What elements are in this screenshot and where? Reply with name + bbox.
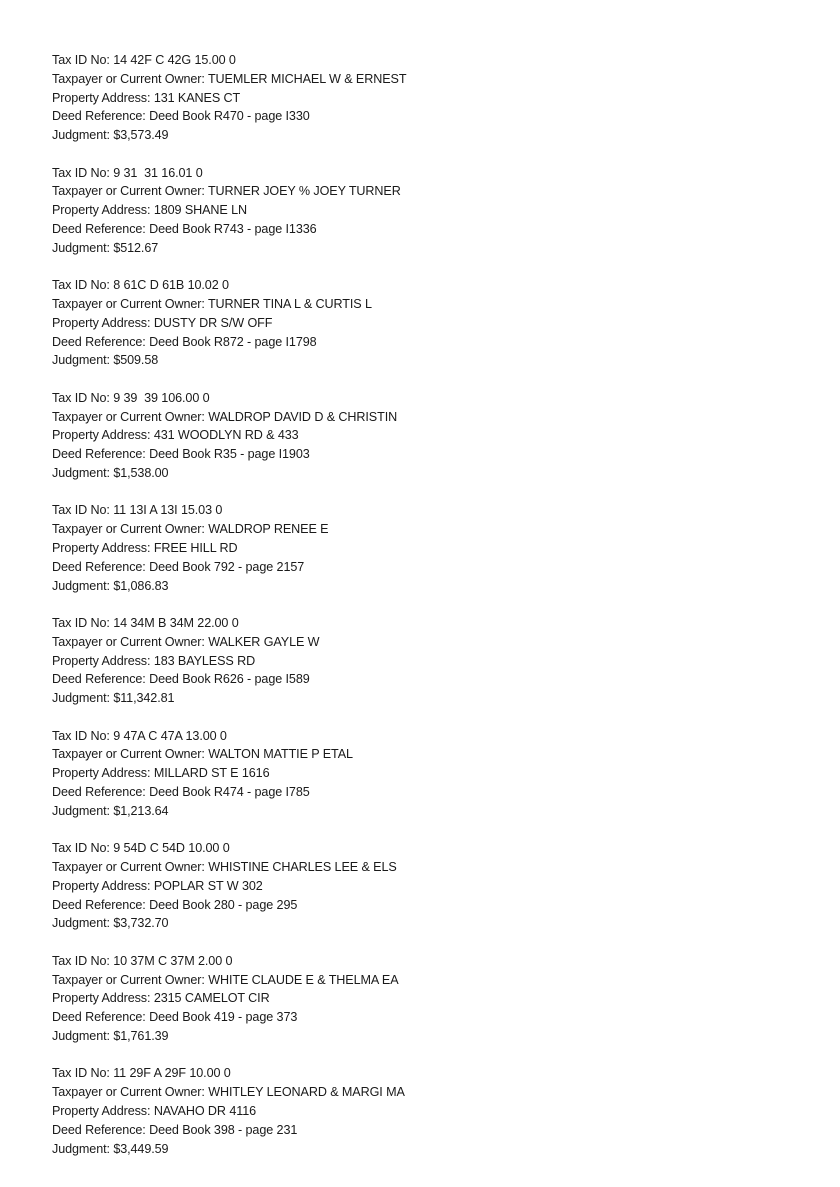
address-label: Property Address: bbox=[52, 540, 154, 555]
deed-line bbox=[52, 1008, 812, 1027]
address-line bbox=[52, 652, 812, 671]
judgment-value: $3,449.59 bbox=[113, 1141, 169, 1156]
address-value: MILLARD ST E 1616 bbox=[153, 766, 270, 781]
tax-id-line bbox=[52, 164, 812, 183]
judgment-label: Judgment: bbox=[52, 465, 114, 480]
owner-value: WHITLEY LEONARD & MARGI MA bbox=[208, 1085, 405, 1100]
address-label: Property Address: bbox=[52, 90, 154, 105]
address-value: POPLAR ST W 302 bbox=[153, 878, 263, 893]
tax-record bbox=[52, 839, 812, 952]
tax-id-label: Tax ID No: bbox=[52, 53, 114, 67]
deed-label: Deed Reference: bbox=[52, 221, 150, 236]
deed-value: Deed Book 792 - page 2157 bbox=[149, 559, 305, 574]
deed-line bbox=[52, 783, 812, 802]
tax-record bbox=[52, 501, 812, 614]
judgment-value: $1,761.39 bbox=[113, 1028, 169, 1043]
judgment-value: $1,213.64 bbox=[113, 803, 169, 818]
tax-id-label: Tax ID No: bbox=[52, 165, 114, 180]
tax-id-value: 9 31 31 16.01 0 bbox=[113, 165, 203, 180]
owner-line bbox=[52, 745, 812, 764]
tax-record bbox=[52, 727, 812, 840]
address-line bbox=[52, 89, 812, 108]
judgment-value: $3,573.49 bbox=[113, 128, 169, 143]
address-value: FREE HILL RD bbox=[153, 540, 238, 555]
document-page bbox=[52, 51, 812, 1177]
tax-id-label: Tax ID No: bbox=[52, 1066, 114, 1081]
judgment-label: Judgment: bbox=[52, 578, 114, 593]
deed-value: Deed Book R470 - page I330 bbox=[149, 109, 310, 124]
owner-line bbox=[52, 633, 812, 652]
judgment-value: $1,086.83 bbox=[113, 578, 169, 593]
tax-id-value: 10 37M C 37M 2.00 0 bbox=[113, 953, 233, 968]
judgment-line bbox=[52, 126, 812, 145]
owner-label: Taxpayer or Current Owner: bbox=[52, 859, 209, 874]
judgment-label: Judgment: bbox=[52, 240, 114, 255]
judgment-line bbox=[52, 464, 812, 483]
address-value: 431 WOODLYN RD & 433 bbox=[153, 428, 299, 443]
address-value: 2315 CAMELOT CIR bbox=[153, 991, 270, 1006]
address-line bbox=[52, 877, 812, 896]
judgment-line bbox=[52, 689, 812, 708]
address-line bbox=[52, 539, 812, 558]
owner-value: WALDROP RENEE E bbox=[208, 522, 329, 537]
owner-line bbox=[52, 408, 812, 427]
address-label: Property Address: bbox=[52, 653, 154, 668]
judgment-line bbox=[52, 351, 812, 370]
tax-record bbox=[52, 276, 812, 389]
deed-label: Deed Reference: bbox=[52, 1122, 150, 1137]
tax-id-value: 9 54D C 54D 10.00 0 bbox=[113, 841, 230, 856]
judgment-label: Judgment: bbox=[52, 353, 114, 368]
owner-value: WHITE CLAUDE E & THELMA EA bbox=[208, 972, 399, 987]
owner-line bbox=[52, 858, 812, 877]
tax-id-label: Tax ID No: bbox=[52, 615, 114, 630]
tax-id-line bbox=[52, 501, 812, 520]
owner-line bbox=[52, 520, 812, 539]
owner-value: WALKER GAYLE W bbox=[208, 634, 320, 649]
address-line bbox=[52, 989, 812, 1008]
deed-line bbox=[52, 670, 812, 689]
tax-id-line bbox=[52, 276, 812, 295]
owner-value: TURNER JOEY % JOEY TURNER bbox=[207, 184, 401, 199]
deed-line bbox=[52, 220, 812, 239]
judgment-label: Judgment: bbox=[52, 1028, 114, 1043]
judgment-label: Judgment: bbox=[52, 691, 114, 706]
tax-id-value: 11 13I A 13I 15.03 0 bbox=[113, 503, 223, 518]
owner-value: WALTON MATTIE P ETAL bbox=[208, 747, 353, 762]
deed-label: Deed Reference: bbox=[52, 897, 150, 912]
deed-label: Deed Reference: bbox=[52, 109, 150, 124]
deed-line bbox=[52, 558, 812, 577]
judgment-line bbox=[52, 1140, 812, 1159]
address-label: Property Address: bbox=[52, 315, 154, 330]
tax-id-value: 14 34M B 34M 22.00 0 bbox=[113, 615, 239, 630]
tax-id-label: Tax ID No: bbox=[52, 728, 114, 743]
owner-line bbox=[52, 971, 812, 990]
address-line bbox=[52, 764, 812, 783]
tax-id-value: 9 47A C 47A 13.00 0 bbox=[113, 728, 227, 743]
owner-label: Taxpayer or Current Owner: bbox=[52, 409, 209, 424]
tax-id-label: Tax ID No: bbox=[52, 278, 114, 293]
address-value: 183 BAYLESS RD bbox=[153, 653, 256, 668]
tax-record bbox=[52, 51, 812, 164]
address-value: 131 KANES CT bbox=[153, 90, 241, 105]
owner-line bbox=[52, 70, 812, 89]
deed-value: Deed Book R743 - page I1336 bbox=[149, 221, 317, 236]
tax-id-label: Tax ID No: bbox=[52, 841, 114, 856]
tax-id-value: 11 29F A 29F 10.00 0 bbox=[113, 1066, 231, 1081]
deed-label: Deed Reference: bbox=[52, 559, 150, 574]
owner-value: TURNER TINA L & CURTIS L bbox=[207, 296, 372, 311]
owner-label: Taxpayer or Current Owner: bbox=[52, 522, 209, 537]
owner-line bbox=[52, 295, 812, 314]
deed-line bbox=[52, 107, 812, 126]
deed-value: Deed Book R474 - page I785 bbox=[149, 784, 310, 799]
tax-id-line bbox=[52, 839, 812, 858]
tax-id-value: 14 42F C 42G 15.00 0 bbox=[113, 53, 236, 67]
judgment-value: $512.67 bbox=[113, 240, 159, 255]
owner-label: Taxpayer or Current Owner: bbox=[52, 634, 209, 649]
deed-label: Deed Reference: bbox=[52, 784, 150, 799]
deed-line bbox=[52, 445, 812, 464]
tax-record bbox=[52, 164, 812, 277]
judgment-label: Judgment: bbox=[52, 1141, 114, 1156]
tax-id-value: 8 61C D 61B 10.02 0 bbox=[113, 278, 229, 293]
judgment-value: $3,732.70 bbox=[113, 916, 169, 931]
deed-value: Deed Book 419 - page 373 bbox=[149, 1010, 298, 1025]
judgment-label: Judgment: bbox=[52, 128, 114, 143]
tax-record bbox=[52, 1064, 812, 1177]
tax-id-label: Tax ID No: bbox=[52, 503, 114, 518]
deed-label: Deed Reference: bbox=[52, 1010, 150, 1025]
tax-id-label: Tax ID No: bbox=[52, 390, 114, 405]
address-line bbox=[52, 426, 812, 445]
tax-id-line bbox=[52, 727, 812, 746]
deed-value: Deed Book 398 - page 231 bbox=[149, 1122, 298, 1137]
address-label: Property Address: bbox=[52, 203, 154, 218]
tax-id-line bbox=[52, 1064, 812, 1083]
tax-record bbox=[52, 389, 812, 502]
deed-label: Deed Reference: bbox=[52, 447, 150, 462]
owner-value: WHISTINE CHARLES LEE & ELS bbox=[208, 859, 397, 874]
owner-label: Taxpayer or Current Owner: bbox=[52, 71, 208, 86]
tax-id-line bbox=[52, 389, 812, 408]
judgment-line bbox=[52, 577, 812, 596]
tax-record bbox=[52, 614, 812, 727]
address-line bbox=[52, 314, 812, 333]
judgment-line bbox=[52, 239, 812, 258]
judgment-label: Judgment: bbox=[52, 803, 114, 818]
deed-label: Deed Reference: bbox=[52, 672, 150, 687]
deed-label: Deed Reference: bbox=[52, 334, 150, 349]
tax-record bbox=[52, 952, 812, 1065]
address-value: NAVAHO DR 4116 bbox=[153, 1103, 256, 1118]
tax-id-label: Tax ID No: bbox=[52, 953, 114, 968]
tax-id-value: 9 39 39 106.00 0 bbox=[113, 390, 210, 405]
judgment-value: $509.58 bbox=[113, 353, 159, 368]
deed-value: Deed Book R872 - page I1798 bbox=[149, 334, 317, 349]
judgment-label: Judgment: bbox=[52, 916, 114, 931]
tax-id-line bbox=[52, 614, 812, 633]
address-value: DUSTY DR S/W OFF bbox=[153, 315, 273, 330]
owner-label: Taxpayer or Current Owner: bbox=[52, 747, 209, 762]
address-label: Property Address: bbox=[52, 428, 154, 443]
judgment-value: $11,342.81 bbox=[113, 691, 175, 706]
owner-label: Taxpayer or Current Owner: bbox=[52, 184, 208, 199]
deed-line bbox=[52, 896, 812, 915]
owner-label: Taxpayer or Current Owner: bbox=[52, 296, 208, 311]
address-value: 1809 SHANE LN bbox=[153, 203, 248, 218]
tax-id-line bbox=[52, 952, 812, 971]
judgment-line bbox=[52, 914, 812, 933]
owner-label: Taxpayer or Current Owner: bbox=[52, 972, 209, 987]
address-label: Property Address: bbox=[52, 1103, 154, 1118]
address-label: Property Address: bbox=[52, 878, 154, 893]
deed-line bbox=[52, 1121, 812, 1140]
judgment-line bbox=[52, 1027, 812, 1046]
owner-value: WALDROP DAVID D & CHRISTIN bbox=[208, 409, 398, 424]
address-line bbox=[52, 1102, 812, 1121]
tax-id-line bbox=[52, 51, 812, 70]
judgment-line bbox=[52, 802, 812, 821]
owner-line bbox=[52, 182, 812, 201]
deed-value: Deed Book R35 - page I1903 bbox=[149, 447, 310, 462]
judgment-value: $1,538.00 bbox=[113, 465, 169, 480]
deed-line bbox=[52, 333, 812, 352]
address-label: Property Address: bbox=[52, 991, 154, 1006]
owner-label: Taxpayer or Current Owner: bbox=[52, 1085, 209, 1100]
owner-value: TUEMLER MICHAEL W & ERNEST bbox=[207, 71, 407, 86]
deed-value: Deed Book R626 - page I589 bbox=[149, 672, 310, 687]
deed-value: Deed Book 280 - page 295 bbox=[149, 897, 298, 912]
owner-line bbox=[52, 1083, 812, 1102]
address-line bbox=[52, 201, 812, 220]
address-label: Property Address: bbox=[52, 766, 154, 781]
